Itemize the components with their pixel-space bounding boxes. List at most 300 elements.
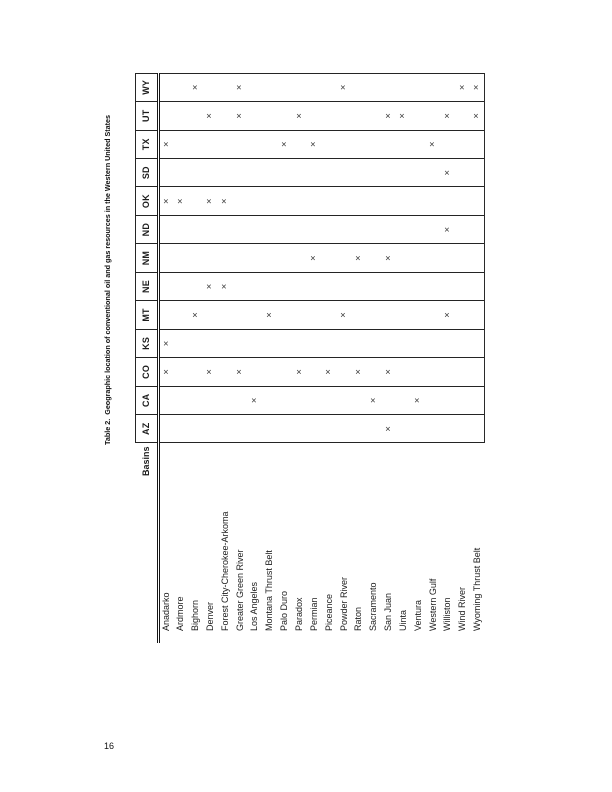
- basin-name: Palo Duro: [278, 590, 289, 631]
- empty-cell: [410, 102, 425, 130]
- empty-cell: [276, 187, 291, 215]
- empty-cell: [306, 301, 321, 329]
- empty-cell: [261, 187, 276, 215]
- empty-cell: [336, 272, 351, 300]
- empty-cell: [172, 386, 187, 414]
- empty-cell: [187, 415, 202, 443]
- empty-cell: [187, 130, 202, 158]
- presence-mark: ×: [217, 272, 232, 300]
- presence-mark: ×: [202, 272, 217, 300]
- presence-mark: ×: [158, 187, 173, 215]
- empty-cell: [350, 272, 365, 300]
- empty-cell: [365, 158, 380, 186]
- empty-cell: [425, 329, 440, 357]
- geo-location-table: [135, 73, 485, 643]
- basin-row: [232, 73, 247, 643]
- empty-cell: [440, 130, 455, 158]
- empty-cell: [365, 187, 380, 215]
- basin-row: [336, 73, 351, 643]
- empty-cell: [261, 73, 276, 101]
- empty-cell: [469, 187, 484, 215]
- empty-cell: [380, 73, 395, 101]
- presence-mark: ×: [440, 301, 455, 329]
- presence-mark: ×: [217, 187, 232, 215]
- empty-cell: [365, 415, 380, 443]
- basin-name: Western Gulf: [427, 578, 438, 631]
- empty-cell: [261, 244, 276, 272]
- empty-cell: [158, 244, 173, 272]
- empty-cell: [202, 415, 217, 443]
- presence-mark: ×: [247, 386, 262, 414]
- empty-cell: [350, 158, 365, 186]
- table-body: [158, 73, 485, 643]
- presence-mark: ×: [395, 102, 410, 130]
- presence-mark: ×: [440, 102, 455, 130]
- empty-cell: [410, 130, 425, 158]
- empty-cell: [202, 130, 217, 158]
- empty-cell: [425, 272, 440, 300]
- empty-cell: [469, 301, 484, 329]
- basin-name: Ardmore: [174, 596, 185, 631]
- state-header-ok: OK: [135, 187, 158, 215]
- state-header-ne: NE: [135, 272, 158, 300]
- empty-cell: [454, 358, 469, 386]
- empty-cell: [425, 415, 440, 443]
- basin-row: [425, 73, 440, 643]
- presence-mark: ×: [187, 301, 202, 329]
- empty-cell: [276, 272, 291, 300]
- empty-cell: [187, 102, 202, 130]
- empty-cell: [350, 215, 365, 243]
- empty-cell: [469, 244, 484, 272]
- presence-mark: ×: [276, 130, 291, 158]
- empty-cell: [291, 272, 306, 300]
- basin-row: [187, 73, 202, 643]
- empty-cell: [217, 386, 232, 414]
- empty-cell: [306, 358, 321, 386]
- basin-row: [395, 73, 410, 643]
- header-row: [135, 73, 158, 643]
- empty-cell: [336, 158, 351, 186]
- empty-cell: [469, 158, 484, 186]
- empty-cell: [291, 130, 306, 158]
- empty-cell: [247, 358, 262, 386]
- empty-cell: [276, 415, 291, 443]
- empty-cell: [217, 73, 232, 101]
- empty-cell: [306, 329, 321, 357]
- empty-cell: [232, 158, 247, 186]
- empty-cell: [336, 415, 351, 443]
- basin-name: San Juan: [382, 592, 393, 631]
- empty-cell: [276, 102, 291, 130]
- empty-cell: [454, 386, 469, 414]
- empty-cell: [232, 386, 247, 414]
- state-header-ks: KS: [135, 329, 158, 357]
- empty-cell: [410, 158, 425, 186]
- empty-cell: [321, 73, 336, 101]
- empty-cell: [336, 358, 351, 386]
- basin-name: Montana Thrust Belt: [263, 550, 274, 631]
- empty-cell: [395, 244, 410, 272]
- empty-cell: [306, 415, 321, 443]
- empty-cell: [247, 301, 262, 329]
- empty-cell: [380, 215, 395, 243]
- empty-cell: [454, 272, 469, 300]
- presence-mark: ×: [365, 386, 380, 414]
- empty-cell: [247, 415, 262, 443]
- empty-cell: [202, 386, 217, 414]
- empty-cell: [187, 187, 202, 215]
- empty-cell: [321, 215, 336, 243]
- basin-row: [158, 73, 173, 643]
- empty-cell: [380, 187, 395, 215]
- empty-cell: [365, 358, 380, 386]
- empty-cell: [172, 272, 187, 300]
- basin-name: Uinta: [397, 609, 408, 631]
- presence-mark: ×: [410, 386, 425, 414]
- empty-cell: [217, 244, 232, 272]
- empty-cell: [365, 130, 380, 158]
- state-header-wy: WY: [135, 73, 158, 101]
- basin-name: Bighorn: [189, 599, 200, 631]
- empty-cell: [247, 102, 262, 130]
- empty-cell: [425, 73, 440, 101]
- empty-cell: [380, 130, 395, 158]
- presence-mark: ×: [350, 244, 365, 272]
- empty-cell: [247, 187, 262, 215]
- empty-cell: [187, 386, 202, 414]
- empty-cell: [261, 272, 276, 300]
- empty-cell: [350, 415, 365, 443]
- empty-cell: [217, 215, 232, 243]
- empty-cell: [321, 102, 336, 130]
- empty-cell: [321, 272, 336, 300]
- empty-cell: [469, 329, 484, 357]
- presence-mark: ×: [261, 301, 276, 329]
- empty-cell: [306, 102, 321, 130]
- presence-mark: ×: [454, 73, 469, 101]
- empty-cell: [187, 272, 202, 300]
- empty-cell: [232, 272, 247, 300]
- empty-cell: [202, 215, 217, 243]
- presence-mark: ×: [425, 130, 440, 158]
- empty-cell: [187, 215, 202, 243]
- empty-cell: [425, 215, 440, 243]
- state-header-ut: UT: [135, 102, 158, 130]
- empty-cell: [425, 244, 440, 272]
- presence-mark: ×: [291, 358, 306, 386]
- empty-cell: [217, 329, 232, 357]
- presence-mark: ×: [336, 301, 351, 329]
- basin-row: [261, 73, 276, 643]
- empty-cell: [321, 187, 336, 215]
- state-header-ca: CA: [135, 386, 158, 414]
- empty-cell: [202, 73, 217, 101]
- basin-row: [321, 73, 336, 643]
- presence-mark: ×: [321, 358, 336, 386]
- empty-cell: [261, 102, 276, 130]
- empty-cell: [261, 415, 276, 443]
- basin-row: [276, 73, 291, 643]
- empty-cell: [202, 158, 217, 186]
- empty-cell: [440, 358, 455, 386]
- empty-cell: [217, 158, 232, 186]
- empty-cell: [202, 244, 217, 272]
- empty-cell: [395, 272, 410, 300]
- basin-name: Los Angeles: [248, 581, 259, 631]
- empty-cell: [276, 158, 291, 186]
- empty-cell: [454, 102, 469, 130]
- basin-name: Sacramento: [367, 582, 378, 631]
- empty-cell: [469, 215, 484, 243]
- empty-cell: [291, 244, 306, 272]
- presence-mark: ×: [187, 73, 202, 101]
- presence-mark: ×: [158, 130, 173, 158]
- basin-name: Ventura: [412, 599, 423, 631]
- empty-cell: [469, 272, 484, 300]
- empty-cell: [232, 187, 247, 215]
- presence-mark: ×: [350, 358, 365, 386]
- empty-cell: [291, 415, 306, 443]
- empty-cell: [291, 158, 306, 186]
- empty-cell: [261, 215, 276, 243]
- empty-cell: [158, 102, 173, 130]
- empty-cell: [247, 130, 262, 158]
- presence-mark: ×: [306, 130, 321, 158]
- empty-cell: [321, 301, 336, 329]
- empty-cell: [306, 158, 321, 186]
- empty-cell: [172, 244, 187, 272]
- empty-cell: [350, 301, 365, 329]
- empty-cell: [336, 187, 351, 215]
- empty-cell: [469, 130, 484, 158]
- empty-cell: [380, 329, 395, 357]
- empty-cell: [395, 386, 410, 414]
- empty-cell: [158, 73, 173, 101]
- empty-cell: [425, 187, 440, 215]
- basin-row: [410, 73, 425, 643]
- empty-cell: [454, 301, 469, 329]
- empty-cell: [291, 386, 306, 414]
- empty-cell: [321, 415, 336, 443]
- empty-cell: [395, 329, 410, 357]
- empty-cell: [276, 329, 291, 357]
- empty-cell: [365, 215, 380, 243]
- presence-mark: ×: [440, 158, 455, 186]
- empty-cell: [232, 329, 247, 357]
- basin-name: Williston: [441, 597, 452, 631]
- empty-cell: [425, 102, 440, 130]
- empty-cell: [425, 301, 440, 329]
- empty-cell: [336, 244, 351, 272]
- empty-cell: [395, 187, 410, 215]
- empty-cell: [350, 130, 365, 158]
- presence-mark: ×: [440, 215, 455, 243]
- empty-cell: [395, 415, 410, 443]
- state-header-tx: TX: [135, 130, 158, 158]
- empty-cell: [261, 358, 276, 386]
- basin-row: [365, 73, 380, 643]
- empty-cell: [232, 301, 247, 329]
- empty-cell: [276, 215, 291, 243]
- empty-cell: [321, 130, 336, 158]
- empty-cell: [187, 358, 202, 386]
- presence-mark: ×: [380, 102, 395, 130]
- empty-cell: [247, 272, 262, 300]
- empty-cell: [410, 215, 425, 243]
- empty-cell: [232, 244, 247, 272]
- empty-cell: [440, 187, 455, 215]
- empty-cell: [350, 187, 365, 215]
- presence-mark: ×: [158, 358, 173, 386]
- state-header-nd: ND: [135, 215, 158, 243]
- empty-cell: [247, 73, 262, 101]
- empty-cell: [469, 386, 484, 414]
- presence-mark: ×: [336, 73, 351, 101]
- empty-cell: [336, 130, 351, 158]
- empty-cell: [291, 301, 306, 329]
- empty-cell: [321, 329, 336, 357]
- empty-cell: [158, 215, 173, 243]
- empty-cell: [440, 244, 455, 272]
- basin-row: [306, 73, 321, 643]
- empty-cell: [380, 301, 395, 329]
- empty-cell: [350, 386, 365, 414]
- empty-cell: [217, 301, 232, 329]
- empty-cell: [321, 158, 336, 186]
- basin-row: [469, 73, 484, 643]
- empty-cell: [440, 415, 455, 443]
- basin-name: Greater Green River: [234, 549, 245, 631]
- empty-cell: [454, 215, 469, 243]
- state-header-sd: SD: [135, 158, 158, 186]
- empty-cell: [202, 301, 217, 329]
- empty-cell: [350, 102, 365, 130]
- empty-cell: [158, 301, 173, 329]
- basin-row: [454, 73, 469, 643]
- page-number: 16: [104, 741, 115, 751]
- empty-cell: [172, 301, 187, 329]
- empty-cell: [306, 215, 321, 243]
- basin-name: Permian: [308, 597, 319, 631]
- empty-cell: [158, 415, 173, 443]
- empty-cell: [336, 386, 351, 414]
- presence-mark: ×: [306, 244, 321, 272]
- empty-cell: [202, 329, 217, 357]
- empty-cell: [276, 386, 291, 414]
- empty-cell: [336, 102, 351, 130]
- empty-cell: [306, 73, 321, 101]
- empty-cell: [306, 187, 321, 215]
- empty-cell: [158, 272, 173, 300]
- state-header-az: AZ: [135, 415, 158, 443]
- empty-cell: [291, 329, 306, 357]
- empty-cell: [365, 329, 380, 357]
- basin-name: Piceance: [323, 593, 334, 631]
- empty-cell: [469, 358, 484, 386]
- basin-row: [380, 73, 395, 643]
- empty-cell: [172, 102, 187, 130]
- empty-cell: [336, 329, 351, 357]
- empty-cell: [291, 187, 306, 215]
- empty-cell: [217, 130, 232, 158]
- empty-cell: [217, 415, 232, 443]
- empty-cell: [187, 329, 202, 357]
- basin-name: Denver: [204, 601, 215, 631]
- empty-cell: [410, 358, 425, 386]
- empty-cell: [365, 73, 380, 101]
- state-header-co: CO: [135, 358, 158, 386]
- presence-mark: ×: [291, 102, 306, 130]
- empty-cell: [454, 158, 469, 186]
- empty-cell: [395, 158, 410, 186]
- empty-cell: [440, 272, 455, 300]
- state-header-nm: NM: [135, 244, 158, 272]
- empty-cell: [380, 158, 395, 186]
- basins-column-header: Basins: [135, 443, 158, 643]
- presence-mark: ×: [202, 102, 217, 130]
- empty-cell: [365, 272, 380, 300]
- empty-cell: [187, 158, 202, 186]
- empty-cell: [232, 130, 247, 158]
- empty-cell: [454, 187, 469, 215]
- empty-cell: [291, 215, 306, 243]
- empty-cell: [410, 415, 425, 443]
- basin-name: Wyoming Thrust Belt: [471, 547, 482, 631]
- empty-cell: [172, 215, 187, 243]
- empty-cell: [276, 244, 291, 272]
- empty-cell: [321, 244, 336, 272]
- empty-cell: [158, 158, 173, 186]
- presence-mark: ×: [202, 187, 217, 215]
- empty-cell: [172, 158, 187, 186]
- empty-cell: [350, 73, 365, 101]
- empty-cell: [410, 244, 425, 272]
- presence-mark: ×: [232, 73, 247, 101]
- empty-cell: [410, 301, 425, 329]
- empty-cell: [321, 386, 336, 414]
- empty-cell: [247, 158, 262, 186]
- presence-mark: ×: [172, 187, 187, 215]
- empty-cell: [395, 215, 410, 243]
- empty-cell: [365, 301, 380, 329]
- basin-row: [291, 73, 306, 643]
- empty-cell: [380, 272, 395, 300]
- empty-cell: [232, 215, 247, 243]
- empty-cell: [261, 386, 276, 414]
- basin-name: Anadarko: [160, 592, 171, 631]
- empty-cell: [172, 415, 187, 443]
- empty-cell: [380, 386, 395, 414]
- empty-cell: [365, 102, 380, 130]
- empty-cell: [365, 244, 380, 272]
- presence-mark: ×: [158, 329, 173, 357]
- empty-cell: [395, 73, 410, 101]
- state-header-mt: MT: [135, 301, 158, 329]
- empty-cell: [306, 386, 321, 414]
- empty-cell: [276, 301, 291, 329]
- empty-cell: [172, 130, 187, 158]
- empty-cell: [425, 386, 440, 414]
- basin-row: [350, 73, 365, 643]
- empty-cell: [410, 187, 425, 215]
- empty-cell: [425, 358, 440, 386]
- empty-cell: [158, 386, 173, 414]
- presence-mark: ×: [469, 73, 484, 101]
- basin-row: [217, 73, 232, 643]
- empty-cell: [232, 415, 247, 443]
- empty-cell: [440, 73, 455, 101]
